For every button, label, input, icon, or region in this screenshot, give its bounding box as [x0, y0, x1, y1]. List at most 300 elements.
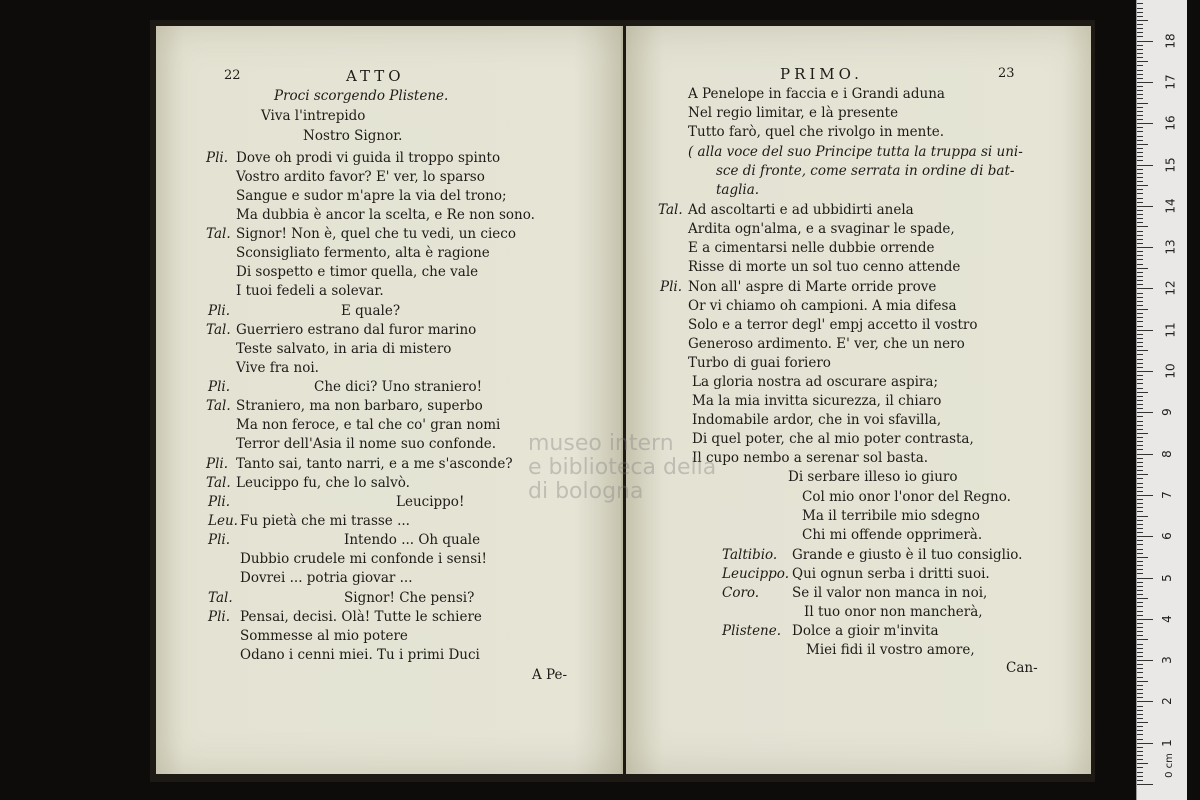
verse-line: E a cimentarsi nelle dubbie orrende: [688, 240, 935, 256]
verse-line: Se il valor non manca in noi,: [792, 585, 988, 601]
ruler-tick: [1137, 103, 1148, 104]
ruler-tick: [1137, 730, 1143, 731]
ruler-tick: [1137, 503, 1143, 504]
ruler-tick: [1137, 255, 1143, 256]
ruler-tick: [1137, 491, 1143, 492]
speaker-label: Tal.: [206, 226, 231, 242]
ruler-tick: [1137, 338, 1143, 339]
ruler-tick: [1137, 74, 1143, 75]
ruler-tick: [1137, 590, 1143, 591]
ruler-number: 18: [1163, 32, 1178, 49]
ruler-tick: [1137, 561, 1143, 562]
ruler-tick: [1137, 123, 1153, 124]
ruler-tick: [1137, 644, 1143, 645]
verse-line: I tuoi fedeli a solevar.: [236, 283, 384, 299]
ruler-number: 9: [1159, 408, 1174, 417]
ruler-tick: [1137, 685, 1143, 686]
ruler-number: 4: [1159, 614, 1174, 623]
verse-line: Ma la mia invitta sicurezza, il chiaro: [692, 393, 942, 409]
ruler-tick: [1137, 288, 1153, 289]
ruler-tick: [1137, 363, 1143, 364]
ruler-tick: [1137, 672, 1143, 673]
museum-watermark: [528, 432, 716, 504]
open-book: [150, 20, 1095, 782]
verse-line: Or vi chiamo oh campioni. A mia difesa: [688, 298, 957, 314]
ruler-number: 2: [1159, 697, 1174, 706]
ruler-tick: [1137, 198, 1143, 199]
ruler-tick: [1137, 231, 1143, 232]
ruler-tick: [1137, 115, 1143, 116]
ruler-tick: [1137, 342, 1143, 343]
ruler-tick: [1137, 557, 1148, 558]
ruler-tick: [1137, 664, 1143, 665]
catchword: A Pe-: [532, 667, 568, 683]
ruler-tick: [1137, 598, 1148, 599]
speaker-label: Pli.: [660, 279, 683, 295]
ruler-tick: [1137, 544, 1143, 545]
speaker-label: Tal.: [206, 475, 231, 491]
ruler-tick: [1137, 82, 1153, 83]
verse-line: Ma dubbia è ancor la scelta, e Re non sono.: [236, 207, 535, 223]
ruler-tick: [1137, 321, 1143, 322]
ruler-tick: [1137, 20, 1148, 21]
verse-line: Di quel poter, che al mio poter contrasta,: [692, 431, 974, 447]
ruler-number: 13: [1163, 239, 1178, 255]
ruler-tick: [1137, 284, 1143, 285]
ruler-tick: [1137, 65, 1143, 66]
ruler-tick: [1137, 226, 1148, 227]
ruler-tick: [1137, 326, 1143, 327]
ruler-tick: [1137, 70, 1143, 71]
verse-line: Di sospetto e timor quella, che vale: [236, 264, 479, 280]
ruler-tick: [1137, 701, 1153, 702]
catchword: Can-: [1006, 660, 1038, 676]
speaker-label: Tal.: [658, 202, 683, 218]
ruler-tick: [1137, 359, 1143, 360]
verse-line: Sommesse al mio potere: [240, 628, 408, 644]
verse-line: Odano i cenni miei. Tu i primi Duci: [240, 647, 480, 663]
ruler-number: 14: [1163, 198, 1178, 214]
ruler-tick: [1137, 243, 1143, 244]
ruler-tick: [1137, 483, 1143, 484]
speaker-label: Leucippo.: [722, 566, 789, 582]
verse-line: Non all' aspre di Marte orride prove: [688, 279, 937, 295]
ruler-tick: [1137, 78, 1143, 79]
ruler-tick: [1137, 49, 1143, 50]
ruler-tick: [1137, 41, 1153, 42]
ruler-tick: [1137, 507, 1143, 508]
ruler-tick: [1137, 767, 1143, 768]
ruler-tick: [1137, 421, 1143, 422]
ruler-tick: [1137, 305, 1143, 306]
ruler-tick: [1137, 623, 1143, 624]
verse-line: E quale?: [341, 303, 401, 319]
ruler-tick: [1137, 573, 1143, 574]
ruler-tick: [1137, 425, 1143, 426]
verse-line: Qui ognun serba i dritti suoi.: [792, 566, 990, 582]
ruler-tick: [1137, 495, 1153, 496]
ruler-tick: [1137, 449, 1143, 450]
ruler-tick: [1137, 210, 1143, 211]
ruler-tick: [1137, 177, 1143, 178]
ruler-number: 12: [1163, 280, 1178, 297]
right-page: [626, 26, 1091, 774]
ruler-number: 17: [1163, 74, 1178, 90]
ruler-tick: [1137, 8, 1143, 9]
verse-line: Signor! Che pensi?: [344, 590, 475, 606]
verse-line: Nostro Signor.: [303, 128, 403, 144]
left-page: [156, 26, 623, 774]
ruler-tick: [1137, 784, 1153, 785]
ruler-tick: [1137, 668, 1143, 669]
speaker-label: Plistene.: [722, 623, 782, 639]
ruler-number: 3: [1159, 656, 1174, 664]
verse-line: Turbo di guai foriero: [688, 355, 831, 371]
ruler-tick: [1137, 309, 1148, 310]
ruler-tick: [1137, 511, 1143, 512]
ruler-tick: [1137, 565, 1143, 566]
ruler-tick: [1137, 383, 1143, 384]
ruler-tick: [1137, 714, 1143, 715]
ruler-tick: [1137, 160, 1143, 161]
ruler-tick: [1137, 528, 1143, 529]
verse-line: Fu pietà che mi trasse ...: [240, 513, 410, 529]
stage-direction: sce di fronte, come serrata in ordine di bat-: [716, 163, 1015, 179]
ruler-tick: [1137, 726, 1143, 727]
ruler-tick: [1137, 689, 1143, 690]
ruler-tick: [1137, 94, 1143, 95]
ruler-tick: [1137, 206, 1153, 207]
ruler-tick: [1137, 470, 1143, 471]
watermark-line: museo intern: [528, 431, 674, 456]
ruler-tick: [1137, 681, 1148, 682]
ruler-number: 5: [1159, 573, 1174, 582]
ruler-tick: [1137, 516, 1148, 517]
speaker-label: Tal.: [208, 590, 233, 606]
ruler-tick: [1137, 247, 1153, 248]
ruler-tick: [1137, 140, 1143, 141]
verse-line: Ma il terribile mio sdegno: [802, 508, 980, 524]
verse-line: Il tuo onor non mancherà,: [804, 604, 983, 620]
ruler-tick: [1137, 594, 1143, 595]
ruler-tick: [1137, 222, 1143, 223]
ruler-tick: [1137, 569, 1143, 570]
ruler-tick: [1137, 660, 1153, 661]
ruler-tick: [1137, 346, 1143, 347]
ruler-tick: [1137, 86, 1143, 87]
ruler-tick: [1137, 751, 1143, 752]
verse-line: Il cupo nembo a serenar sol basta.: [692, 450, 929, 466]
verse-line: Vive fra noi.: [236, 360, 319, 376]
speaker-label: Pli.: [208, 532, 231, 548]
ruler-tick: [1137, 107, 1143, 108]
verse-line: Risse di morte un sol tuo cenno attende: [688, 259, 961, 275]
verse-line: Indomabile ardor, che in voi sfavilla,: [692, 412, 942, 428]
verse-line: Di serbare illeso io giuro: [788, 469, 958, 485]
left-page-header: ATTO: [346, 67, 405, 85]
speaker-label: Coro.: [722, 585, 760, 601]
ruler-tick: [1137, 441, 1143, 442]
ruler-tick: [1137, 119, 1143, 120]
ruler-tick: [1137, 181, 1143, 182]
ruler-tick: [1137, 433, 1148, 434]
ruler-tick: [1137, 454, 1153, 455]
verse-line: Che dici? Uno straniero!: [314, 379, 483, 395]
ruler-tick: [1137, 755, 1143, 756]
verse-line: Miei fidi il vostro amore,: [806, 642, 975, 658]
ruler-tick: [1137, 148, 1143, 149]
ruler-tick: [1137, 185, 1148, 186]
ruler-number: 15: [1163, 156, 1178, 173]
verse-line: Tutto farò, quel che rivolgo in mente.: [688, 124, 945, 140]
verse-line: Dove oh prodi vi guida il troppo spinto: [236, 150, 501, 166]
ruler-tick: [1137, 445, 1143, 446]
ruler-tick: [1137, 743, 1153, 744]
speaker-label: Taltibio.: [722, 547, 778, 563]
ruler-tick: [1137, 169, 1143, 170]
ruler-unit-label: 0 cm: [1163, 753, 1175, 778]
verse-line: Leucippo!: [396, 494, 465, 510]
verse-line: Generoso ardimento. E' ver, che un nero: [688, 336, 965, 352]
speaker-label: Pli.: [208, 303, 231, 319]
ruler-tick: [1137, 734, 1143, 735]
ruler-tick: [1137, 416, 1143, 417]
ruler-tick: [1137, 264, 1143, 265]
ruler-tick: [1137, 235, 1143, 236]
ruler-tick: [1137, 710, 1143, 711]
verse-line: Viva l'intrepido: [261, 108, 366, 124]
verse-line: Dovrei ... potria giovar ...: [240, 570, 413, 586]
ruler-tick: [1137, 173, 1143, 174]
ruler-tick: [1137, 780, 1143, 781]
ruler-tick: [1137, 706, 1143, 707]
verse-line: Guerriero estrano dal furor marino: [236, 322, 477, 338]
ruler-tick: [1137, 615, 1143, 616]
ruler-tick: [1137, 747, 1143, 748]
ruler-tick: [1137, 350, 1148, 351]
ruler-tick: [1137, 437, 1143, 438]
ruler-tick: [1137, 12, 1143, 13]
verse-line: Dubbio crudele mi confonde i sensi!: [240, 551, 487, 567]
ruler-tick: [1137, 57, 1143, 58]
verse-line: Ma non feroce, e tal che co' gran nomi: [236, 417, 501, 433]
verse-line: Sangue e sudor m'apre la via del trono;: [236, 188, 507, 204]
ruler-tick: [1137, 520, 1143, 521]
speaker-label: Pli.: [208, 609, 231, 625]
ruler-tick: [1137, 313, 1143, 314]
ruler-tick: [1137, 627, 1143, 628]
ruler-tick: [1137, 367, 1143, 368]
ruler-tick: [1137, 606, 1143, 607]
ruler-tick: [1137, 24, 1143, 25]
verse-line: Sconsigliato fermento, alta è ragione: [236, 245, 490, 261]
right-page-number: 23: [998, 66, 1015, 81]
ruler-tick: [1137, 776, 1143, 777]
ruler-tick: [1137, 408, 1143, 409]
ruler-tick: [1137, 763, 1148, 764]
ruler-tick: [1137, 189, 1143, 190]
ruler-tick: [1137, 127, 1143, 128]
ruler-tick: [1137, 272, 1143, 273]
ruler-tick: [1137, 131, 1143, 132]
speaker-label: Leu.: [208, 513, 238, 529]
ruler-tick: [1137, 458, 1143, 459]
ruler-tick: [1137, 540, 1143, 541]
ruler-tick: [1137, 32, 1143, 33]
ruler-number: 6: [1159, 532, 1174, 541]
verse-line: A Penelope in faccia e i Grandi aduna: [688, 86, 945, 102]
ruler-tick: [1137, 396, 1143, 397]
ruler-tick: [1137, 462, 1143, 463]
ruler-tick: [1137, 388, 1143, 389]
stage-direction: taglia.: [716, 182, 760, 198]
ruler-tick: [1137, 193, 1143, 194]
ruler-tick: [1137, 3, 1143, 4]
ruler-tick: [1137, 429, 1143, 430]
ruler-tick: [1137, 239, 1143, 240]
verse-line: Straniero, ma non barbaro, superbo: [236, 398, 483, 414]
ruler-tick: [1137, 317, 1143, 318]
ruler-tick: [1137, 693, 1143, 694]
speaker-label: Tal.: [206, 322, 231, 338]
ruler-tick: [1137, 259, 1143, 260]
ruler-tick: [1137, 354, 1143, 355]
ruler-tick: [1137, 301, 1143, 302]
ruler-tick: [1137, 330, 1153, 331]
ruler-tick: [1137, 677, 1143, 678]
verse-line: Grande e giusto è il tuo consiglio.: [792, 547, 1023, 563]
ruler-tick: [1137, 578, 1153, 579]
ruler-tick: [1137, 648, 1143, 649]
ruler-tick: [1137, 652, 1143, 653]
ruler-tick: [1137, 722, 1148, 723]
ruler-tick: [1137, 639, 1148, 640]
speaker-label: Pli.: [208, 494, 231, 510]
ruler-tick: [1137, 379, 1143, 380]
verse-line: Chi mi offende opprimerà.: [802, 527, 983, 543]
ruler-tick: [1137, 334, 1143, 335]
ruler-tick: [1137, 251, 1143, 252]
ruler-tick: [1137, 202, 1143, 203]
ruler-tick: [1137, 474, 1148, 475]
verse-line: Nel regio limitar, e là presente: [688, 105, 899, 121]
verse-line: Terror dell'Asia il nome suo confonde.: [236, 436, 497, 452]
speaker-label: Pli.: [206, 456, 229, 472]
ruler-tick: [1137, 400, 1143, 401]
verse-line: Signor! Non è, quel che tu vedi, un cieco: [236, 226, 516, 242]
watermark-line: di bologna: [528, 479, 644, 504]
speaker-label: Pli.: [208, 379, 231, 395]
ruler-tick: [1137, 631, 1143, 632]
ruler-tick: [1137, 214, 1143, 215]
ruler-tick: [1137, 532, 1143, 533]
verse-line: Ardita ogn'alma, e a svaginar le spade,: [688, 221, 955, 237]
ruler-tick: [1137, 218, 1143, 219]
watermark-line: e biblioteca della: [528, 455, 717, 480]
ruler-tick: [1137, 759, 1143, 760]
verse-line: Tanto sai, tanto narri, e a me s'asconde?: [236, 456, 513, 472]
ruler-tick: [1137, 553, 1143, 554]
stage-direction: ( alla voce del suo Principe tutta la truppa si uni-: [688, 144, 1023, 160]
ruler-tick: [1137, 45, 1143, 46]
ruler-tick: [1137, 404, 1143, 405]
ruler-number: 16: [1163, 115, 1178, 131]
verse-line: Pensai, decisi. Olà! Tutte le schiere: [240, 609, 482, 625]
ruler-tick: [1137, 293, 1143, 294]
ruler-tick: [1137, 619, 1153, 620]
right-page-header: PRIMO.: [780, 65, 863, 83]
ruler-number: 7: [1159, 491, 1174, 499]
ruler-tick: [1137, 392, 1148, 393]
ruler-tick: [1137, 268, 1148, 269]
ruler-tick: [1137, 136, 1143, 137]
ruler-tick: [1137, 718, 1143, 719]
left-page-number: 22: [224, 68, 241, 83]
verse-line: Solo e a terror degl' empj accetto il vostro: [688, 317, 978, 333]
ruler-tick: [1137, 499, 1143, 500]
ruler-tick: [1137, 602, 1143, 603]
verse-line: Vostro ardito favor? E' ver, lo sparso: [236, 169, 485, 185]
verse-line: La gloria nostra ad oscurare aspira;: [692, 374, 938, 390]
ruler-tick: [1137, 524, 1143, 525]
ruler-tick: [1137, 280, 1143, 281]
ruler-tick: [1137, 697, 1143, 698]
ruler-tick: [1137, 165, 1153, 166]
verse-line: Leucippo fu, che lo salvò.: [236, 475, 410, 491]
ruler-tick: [1137, 739, 1143, 740]
ruler-tick: [1137, 656, 1143, 657]
ruler-tick: [1137, 61, 1148, 62]
ruler-tick: [1137, 582, 1143, 583]
speaker-label: Tal.: [206, 398, 231, 414]
ruler-tick: [1137, 375, 1143, 376]
ruler-tick: [1137, 611, 1143, 612]
verse-line: Ad ascoltarti e ad ubbidirti anela: [688, 202, 914, 218]
ruler-tick: [1137, 144, 1148, 145]
ruler-tick: [1137, 586, 1143, 587]
stage-direction: Proci scorgendo Plistene.: [274, 88, 449, 104]
verse-line: Dolce a gioir m'invita: [792, 623, 939, 639]
ruler-tick: [1137, 90, 1143, 91]
ruler-tick: [1137, 156, 1143, 157]
ruler-tick: [1137, 772, 1143, 773]
ruler-tick: [1137, 412, 1153, 413]
ruler-tick: [1137, 276, 1143, 277]
verse-line: Intendo ... Oh quale: [344, 532, 481, 548]
ruler-number: 1: [1159, 738, 1174, 747]
verse-line: Col mio onor l'onor del Regno.: [802, 489, 1011, 505]
ruler-tick: [1137, 536, 1153, 537]
ruler-tick: [1137, 16, 1143, 17]
ruler-tick: [1137, 549, 1143, 550]
ruler-tick: [1137, 28, 1143, 29]
speaker-label: Pli.: [206, 150, 229, 166]
verse-line: Teste salvato, in aria di mistero: [236, 341, 452, 357]
ruler-number: 10: [1163, 363, 1178, 379]
ruler-number: 8: [1159, 449, 1174, 458]
ruler-tick: [1137, 36, 1143, 37]
ruler-tick: [1137, 635, 1143, 636]
ruler-tick: [1137, 371, 1153, 372]
ruler-tick: [1137, 297, 1143, 298]
ruler-number: 11: [1163, 322, 1178, 338]
ruler-tick: [1137, 98, 1143, 99]
ruler-tick: [1137, 111, 1143, 112]
ruler-tick: [1137, 53, 1143, 54]
ruler-tick: [1137, 466, 1143, 467]
ruler-tick: [1137, 152, 1143, 153]
centimeter-ruler: [1136, 0, 1187, 800]
